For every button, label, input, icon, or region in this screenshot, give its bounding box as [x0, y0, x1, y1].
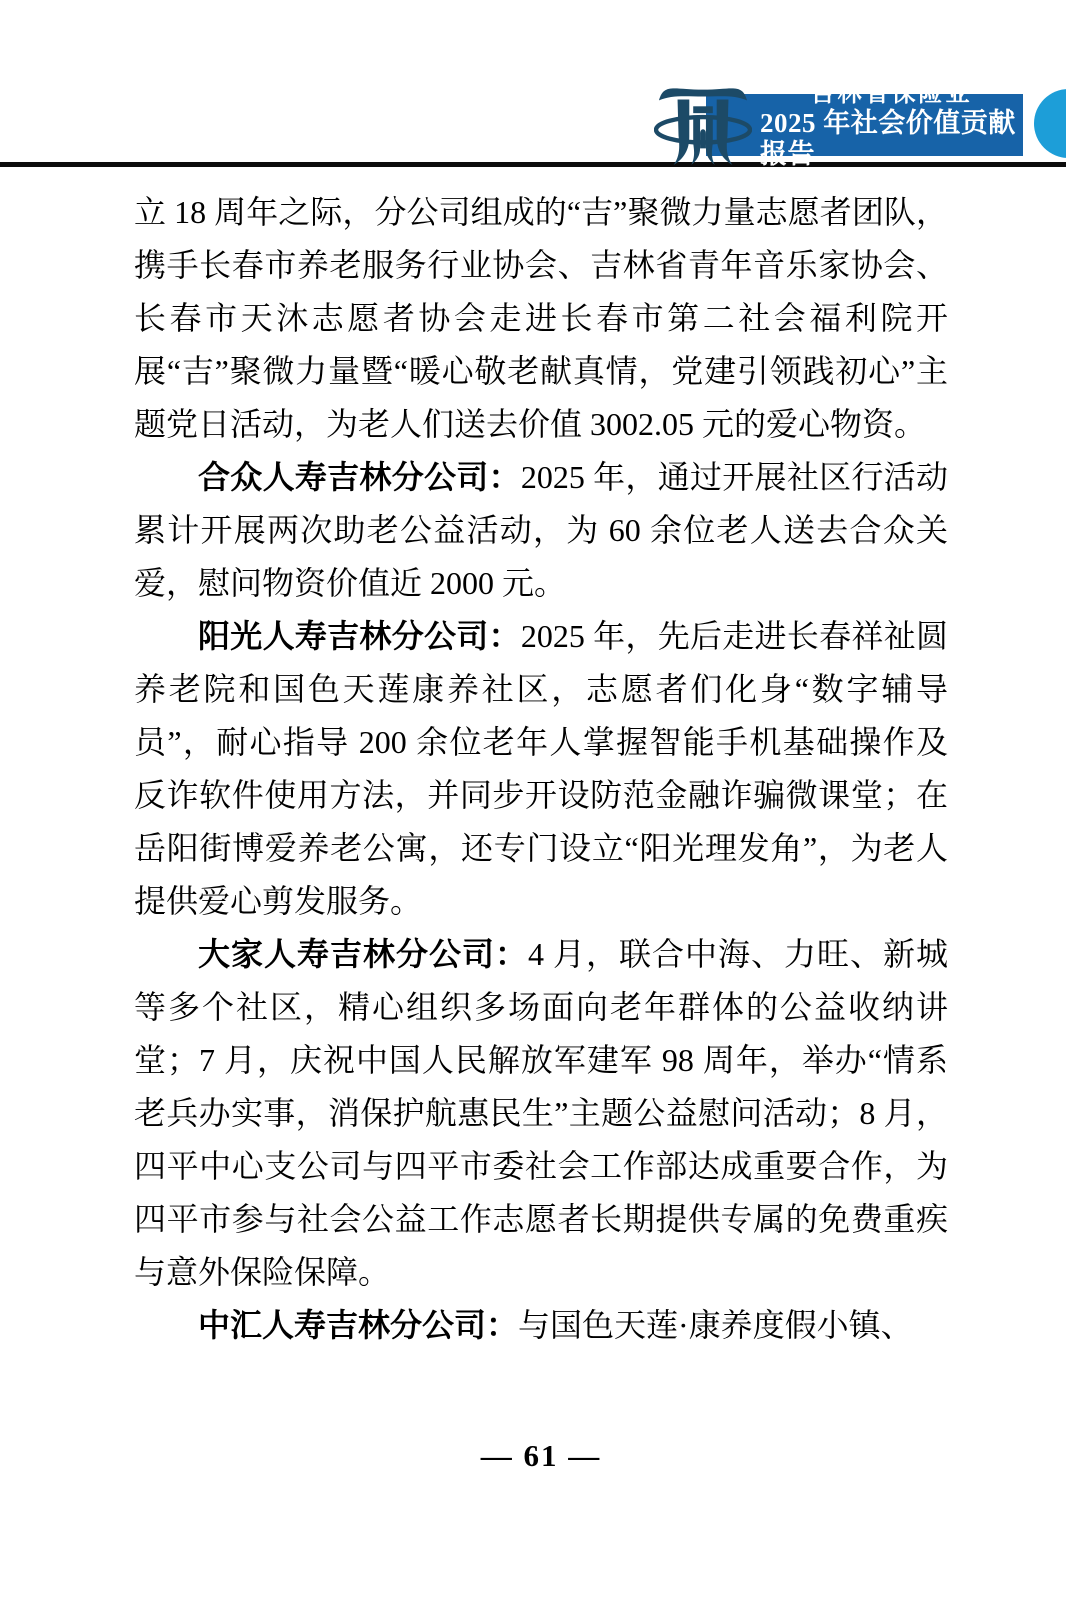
paragraph-dajia — [134, 928, 948, 1299]
company-name: 中汇人寿吉林分公司： — [198, 1307, 519, 1343]
paragraph-text: 4 月，联合中海、力旺、新城等多个社区，精心组织多场面向老年群体的公益收纳讲堂；7 月，庆祝中国人民解放军建军 98 周年，举办“情系老兵办实事，消保护航惠民生”主题公益慰问活动；8 月，四平中心支公司与四平市委社会工作部达成重要合作，为四平市参与社会公益工作志愿者长期提供专属的免费重疾与意外保险保障。 — [134, 936, 948, 1290]
banner-title-line1: 吉林省保险业 — [810, 81, 973, 107]
paragraph-continuation — [134, 186, 948, 451]
banner-title-line2: 2025 年社会价值贡献报告 — [760, 108, 1016, 169]
document-body — [134, 186, 948, 1352]
paragraph-text: 与国色天莲·康养度假小镇、 — [518, 1307, 913, 1343]
page-number: — 61 — — [480, 1438, 602, 1473]
jilin-insurance-logo-icon — [654, 74, 752, 166]
paragraph-text: 立 18 周年之际，分公司组成的“吉”聚微力量志愿者团队，携手长春市养老服务行业协会、吉林省青年音乐家协会、长春市天沐志愿者协会走进长春市第二社会福利院开展“吉”聚微力量暨“暖心敬老献真情，党建引领践初心”主题党日活动，为老人们送去价值 3002.05 元的爱心物资。 — [134, 194, 948, 442]
banner-capsule-decoration — [1034, 89, 1066, 158]
paragraph-yangguang — [134, 610, 948, 928]
company-name: 大家人寿吉林分公司： — [198, 936, 528, 972]
page-footer — [134, 1438, 948, 1474]
header-banner — [706, 81, 1023, 169]
company-name: 阳光人寿吉林分公司： — [198, 618, 521, 654]
paragraph-hezhong — [134, 451, 948, 610]
paragraph-zhonghui — [134, 1299, 948, 1352]
paragraph-text: 2025 年，通过开展社区行活动累计开展两次助老公益活动，为 60 余位老人送去合众关爱，慰问物资价值近 2000 元。 — [134, 459, 948, 601]
paragraph-text: 2025 年，先后走进长春祥祉圆养老院和国色天莲康养社区，志愿者们化身“数字辅导员”，耐心指导 200 余位老年人掌握智能手机基础操作及反诈软件使用方法，并同步开设防范金融诈骗微课堂；在岳阳街博爱养老公寓，还专门设立“阳光理发角”，为老人提供爱心剪发服务。 — [134, 618, 948, 919]
company-name: 合众人寿吉林分公司： — [198, 459, 521, 495]
